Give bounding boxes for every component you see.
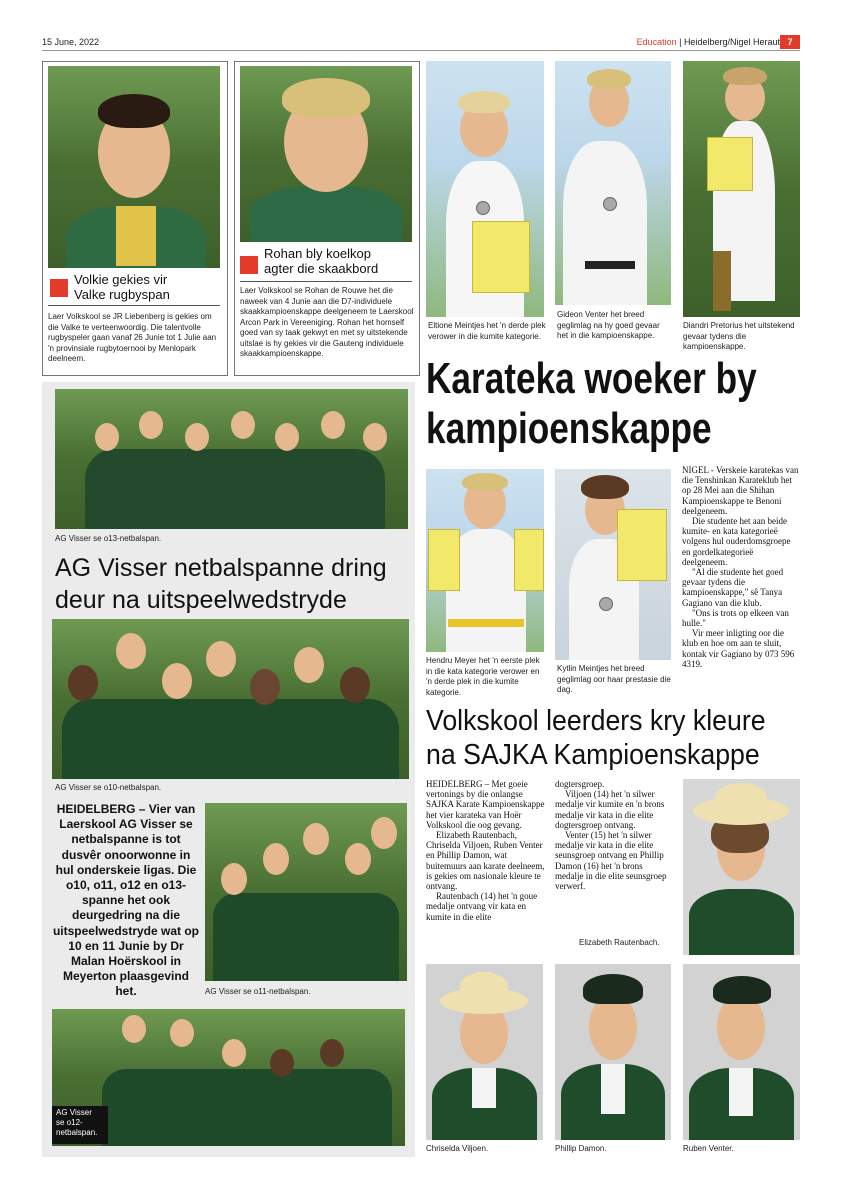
photo-eltione-meintjes (426, 61, 544, 317)
photo-o10-team (52, 619, 409, 779)
volkskool-headline: Volkskool leerders kry kleure na SAJKA Kampioenskappe (426, 705, 766, 771)
caption-hendru: Hendru Meyer het 'n eerste plek in die kata kategorie verower en 'n derde plek in die kumite kategorie. (426, 656, 540, 697)
issue-date: 15 June, 2022 (42, 37, 100, 47)
rohan-text: Laer Volkskool se Rohan de Rouwe het die naweek van 4 Junie aan die D7-individuele skaakkampioenskappe deelgeneem te Laerskool Arcon Park in Vereeniging. Rohan het homself goed van sy taak gekwyt en met sy uitstekende uitslae is hy gekies vir die Gauteng individuele skaakkampioenskappe. (240, 286, 414, 358)
caption-kytlin: Kytlin Meintjes het breed geglimlag oor haar prestasie die dag. (557, 664, 671, 694)
volkskool-col1: HEIDELBERG – Met goeie vertonings by die onlangse SAJKA Karate Kampioenskappe het vier karateka van Hoër Volkskool die oog gevang. Elizabeth Rautenbach, Chriselda Viljoen, Ruben Venter en Phillip Damon, wat buitemuurs aan karate deelneem, is gekies om nasionale kleure te ontvang. Rautenbach (14) het 'n goue medalje ontvang vir kata en kumite in die elite (426, 779, 545, 922)
paper-name: Heidelberg/Nigel Heraut (683, 37, 780, 47)
photo-phillip-damon (555, 964, 671, 1140)
rohan-title: Rohan bly koelkop agter die skaakbord (264, 246, 379, 276)
caption-elizabeth: Elizabeth Rautenbach. (579, 938, 660, 947)
divider (48, 305, 220, 306)
page-number: 7 (780, 35, 800, 49)
caption-o11: AG Visser se o11-netbalspan. (205, 987, 311, 996)
header-separator: | (676, 37, 684, 47)
photo-rohan-de-rouwe (240, 66, 412, 242)
karate-headline: Karateka woeker by kampioenskappe (426, 354, 757, 453)
caption-eltione: Eltione Meintjes het 'n derde plek verower in die kumite kategorie. (428, 321, 546, 341)
photo-elizabeth-rautenbach (683, 779, 800, 955)
volkie-text: Laer Volkskool se JR Liebenberg is gekies om die Valke te verteenwoordig. Die talentvolle rugbyspeler gaan vanaf 26 Junie tot 1 Julie aan 'n provinsiale rugbytoernooi by Menlopark deelneem. (48, 312, 217, 363)
netbal-headline: AG Visser netbalspanne dring deur na uitspeelwedstryde (55, 554, 387, 614)
volkskool-col2: dogtersgroep. Viljoen (14) het 'n silwer medalje vir kumite en 'n brons medalje vir kata in die elite dogtersgroep ontvang. Venter (15) het 'n silwer medalje vir kata in die elite seunsgroep ontvang en Phillip Damon (16) het 'n brons medalje in die elite seunsgroep verwerf. (555, 779, 667, 892)
photo-kytlin-meintjes (555, 469, 671, 660)
red-marker-icon (50, 279, 68, 297)
divider (240, 281, 412, 282)
photo-gideon-venter (555, 61, 671, 305)
section-label (637, 37, 780, 47)
caption-o12: AG Visser se o12- netbalspan. (52, 1106, 108, 1144)
caption-chriselda: Chriselda Viljoen. (426, 1144, 489, 1153)
caption-o13: AG Visser se o13-netbalspan. (55, 534, 162, 543)
caption-ruben: Ruben Venter. (683, 1144, 734, 1153)
volkie-title: Volkie gekies vir Valke rugbyspan (74, 272, 170, 302)
photo-o11-team (205, 803, 407, 981)
photo-diandri-pretorius (683, 61, 800, 317)
photo-ruben-venter (683, 964, 800, 1140)
caption-gideon: Gideon Venter het breed geglimlag na hy goed gevaar het in die kampioenskappe. (557, 310, 660, 340)
photo-chriselda-viljoen (426, 964, 543, 1140)
karate-article: NIGEL - Verskeie karatekas van die Tenshinkan Karateklub het op 28 Mei aan die Shihan Kampioenskappe te Benoni deelgeneem. Die studente het aan beide kumite- en kata kategorieë volgens hul ouderdomsgroepe en gordelkategorieë deelgeneem. "Al die studente het goed gevaar tydens die kampioenskappe," sê Tanya Gagiano van die klub. "Ons is trots op elkeen van hulle." Vir meer inligting oor die klub en hoe om aan te sluit, kontak vir Gagiano by 073 596 4319. (682, 465, 799, 669)
netbal-lead: HEIDELBERG – Vier van Laerskool AG Visser se netbalspanne is tot dusvêr onoorwonne in hul onderskeie ligas. Die o10, o11, o12 en o13-spanne het ook deurgedring na die uitspeelwedstryde wat op 10 en 11 Junie by Dr Malan Hoërskool in Meyerton plaasgevind het. (52, 802, 200, 999)
header-rule (42, 50, 800, 51)
red-marker-icon (240, 256, 258, 274)
section-name: Education (636, 37, 677, 47)
photo-jr-liebenberg (48, 66, 220, 268)
caption-diandri: Diandri Pretorius het uitstekend gevaar tydens die kampioenskappe. (683, 321, 795, 351)
photo-o13-team (55, 389, 408, 529)
caption-phillip: Phillip Damon. (555, 1144, 607, 1153)
caption-o10: AG Visser se o10-netbalspan. (55, 783, 162, 792)
photo-hendru-meyer (426, 469, 544, 652)
